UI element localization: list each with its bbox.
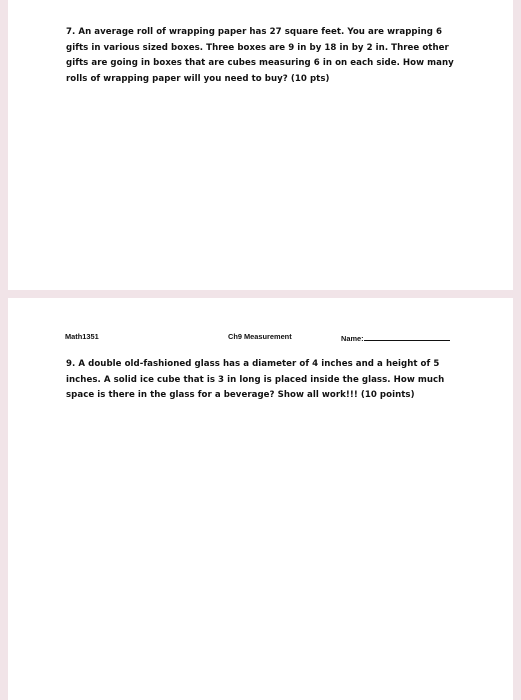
name-label: Name: xyxy=(341,334,364,343)
name-field xyxy=(341,332,450,343)
worksheet-header xyxy=(8,330,513,344)
worksheet-page-1 xyxy=(8,0,513,290)
problem-7-text: 7. An average roll of wrapping paper has 27 square feet. You are wrapping 6 gifts in various sized boxes. Three boxes are 9 in by 18 in by 2 in. Three other gifts are going in boxes that are cubes measuring 6 in on each side. How many rolls of wrapping paper will you need to buy? (10 pts) xyxy=(66,27,454,84)
problem-9-text: 9. A double old-fashioned glass has a diameter of 4 inches and a height of 5 inches. A solid ice cube that is 3 in long is placed inside the glass. How much space is there in the glass for a beverage? Show all work!!! (10 points) xyxy=(66,359,445,400)
course-label: Math1351 xyxy=(65,332,99,341)
chapter-title: Ch9 Measurement xyxy=(228,332,292,341)
name-blank-line xyxy=(364,332,450,341)
worksheet-page-2 xyxy=(8,298,513,700)
